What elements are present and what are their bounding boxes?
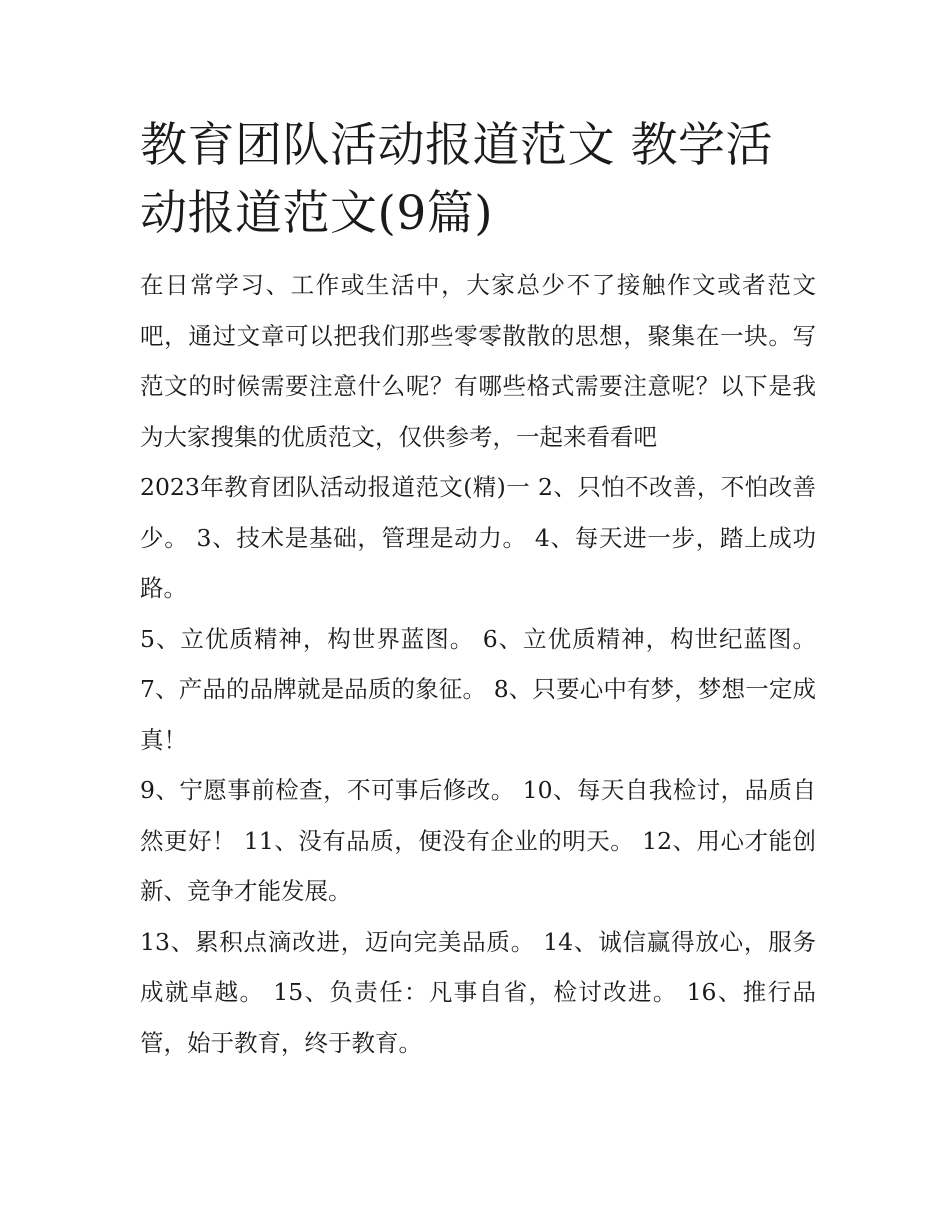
slogans-paragraph-3: 9、宁愿事前检查，不可事后修改。 10、每天自我检讨，品质自然更好！ 11、没有品质，便没有企业的明天。 12、用心才能创新、竞争才能发展。 — [140, 776, 816, 905]
document-body — [140, 112, 816, 1068]
slogans-paragraph-4: 13、累积点滴改进，迈向完美品质。 14、诚信赢得放心，服务成就卓越。 15、负责任：凡事自省，检讨改进。 16、推行品管，始于教育，终于教育。 — [140, 927, 816, 1057]
intro-paragraph: 在日常学习、工作或生活中，大家总少不了接触作文或者范文吧，通过文章可以把我们那些零零散散的思想，聚集在一块。写范文的时候需要注意什么呢？有哪些格式需要注意呢？以下是我为大家搜集的优质范文，仅供参考，一起来看看吧 — [140, 271, 816, 451]
document-title: 教育团队活动报道范文 教学活动报道范文(9篇) — [140, 118, 773, 241]
slogans-paragraph-1: 2023年教育团队活动报道范文(精)一 2、只怕不改善，不怕改善少。 3、技术是基础，管理是动力。 4、每天进一步，踏上成功路。 — [140, 473, 816, 602]
slogans-paragraph-2: 5、立优质精神，构世界蓝图。 6、立优质精神，构世纪蓝图。 7、产品的品牌就是品质的象征。 8、只要心中有梦，梦想一定成真！ — [140, 624, 816, 754]
